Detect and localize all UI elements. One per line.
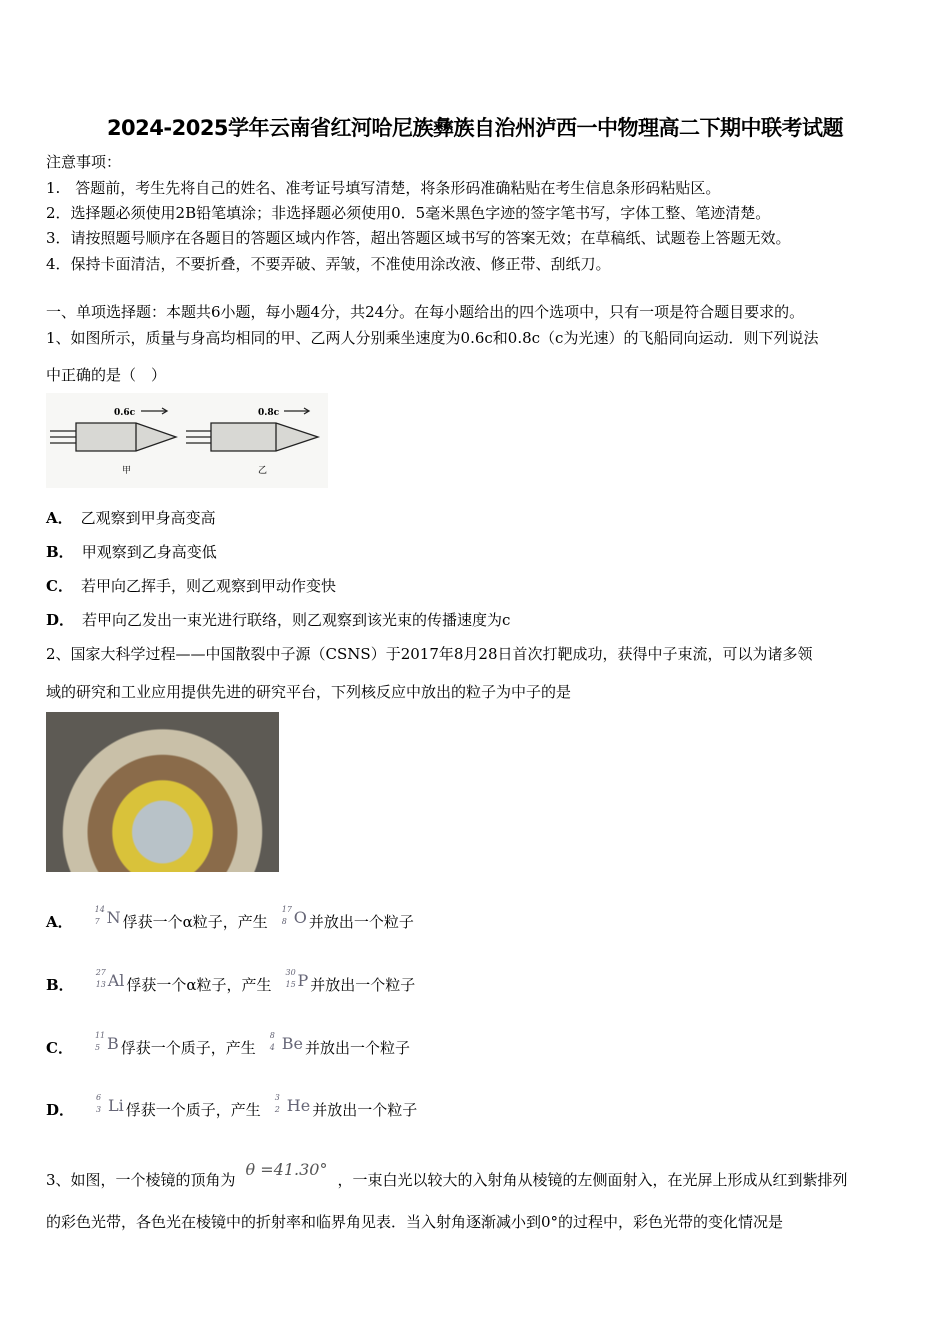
note-4: 4．保持卡面清洁，不要折叠，不要弄破、弄皱，不准使用涂改液、修正带、刮纸刀。 [46, 255, 611, 273]
notes-heading: 注意事项： [46, 153, 122, 171]
q2-option-a: A． 14 7 N 俘获一个α粒子，产生 17 8 O 并放出一个粒子 [46, 905, 414, 931]
q1-stem-cont: 中正确的是（ ） [46, 366, 167, 384]
q2-option-b: B． 27 13 Al 俘获一个α粒子，产生 30 15 P 并放出一个粒子 [46, 968, 416, 994]
spaceship-figure [46, 393, 328, 488]
q2-option-d: D． 6 3 Li 俘获一个质子，产生 3 2 He 并放出一个粒子 [46, 1093, 418, 1119]
q1-option-d: D． 若甲向乙发出一束光进行联络，则乙观察到该光束的传播速度为c [46, 611, 511, 629]
q3-stem-cont: 的彩色光带，各色光在棱镜中的折射率和临界角见表．当入射角逐渐减小到0°的过程中，彩色光带的变化情况是 [46, 1213, 784, 1231]
ship-label-b: 乙 [258, 466, 268, 476]
apex-angle-formula: θ =41.30° [245, 1160, 328, 1179]
q1-option-c: C． 若甲向乙挥手，则乙观察到甲动作变快 [46, 577, 336, 595]
q2-option-c: C． 11 5 B 俘获一个质子，产生 8 4 Be 并放出一个粒子 [46, 1031, 410, 1057]
speed-label-a: 0.6c [114, 408, 136, 418]
q2-stem-cont: 域的研究和工业应用提供先进的研究平台，下列核反应中放出的粒子为中子的是 [46, 683, 572, 701]
q3-stem: 3、如图，一个棱镜的顶角为θ =41.30°，一束白光以较大的入射角从棱镜的左侧面射入，在光屏上形成从红到紫排列 [46, 1160, 848, 1189]
q1-stem: 1、如图所示，质量与身高均相同的甲、乙两人分别乘坐速度为0.6c和0.8c（c为光速）的飞船同向运动．则下列说法 [46, 329, 819, 347]
page-title: 2024-2025学年云南省红河哈尼族彝族自治州泸西一中物理高二下期中联考试题 [106, 116, 844, 140]
csns-photo [46, 712, 279, 872]
q1-option-b: B． 甲观察到乙身高变低 [46, 543, 217, 561]
q2-stem: 2、国家大科学过程——中国散裂中子源（CSNS）于2017年8月28日首次打靶成功，获得中子束流，可以为诸多领 [46, 645, 813, 663]
note-2: 2．选择题必须使用2B铅笔填涂；非选择题必须使用0．5毫米黑色字迹的签字笔书写，字体工整、笔迹清楚。 [46, 204, 771, 222]
ship-label-a: 甲 [122, 466, 132, 476]
section-heading: 一、单项选择题：本题共6小题，每小题4分，共24分。在每小题给出的四个选项中，只有一项是符合题目要求的。 [46, 303, 805, 321]
q1-option-a: A． 乙观察到甲身高变高 [46, 509, 216, 527]
note-3: 3．请按照题号顺序在各题目的答题区域内作答，超出答题区域书写的答案无效；在草稿纸、试题卷上答题无效。 [46, 229, 791, 247]
speed-label-b: 0.8c [258, 408, 280, 418]
note-1: 1. 答题前，考生先将自己的姓名、准考证号填写清楚，将条形码准确粘贴在考生信息条形码粘贴区。 [46, 179, 721, 197]
